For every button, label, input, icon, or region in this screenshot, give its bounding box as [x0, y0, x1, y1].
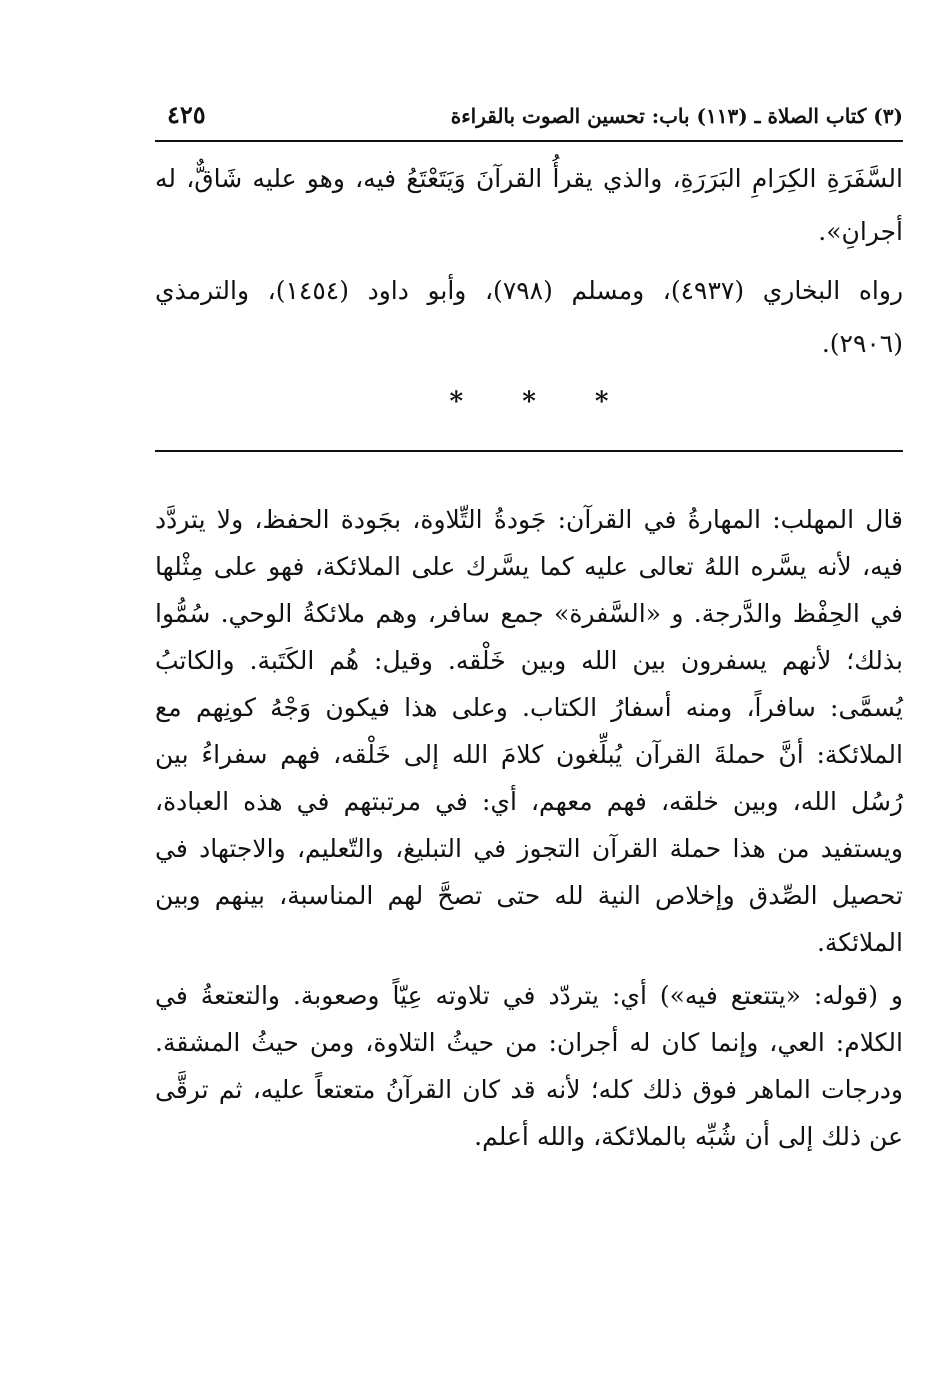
- commentary-paragraph: قال المهلب: المهارةُ في القرآن: جَودةُ التِّلاوة، بجَودة الحفظ، ولا يتردَّد فيه، لأنه يسَّره اللهُ تعالى عليه كما يسَّرك على الملائكة، فهو على مِثْلها في الحِفْظ والدَّرجة. و «السَّفرة» جمع سافر، وهم ملائكةُ الوحي. سُمُّوا بذلك؛ لأنهم يسفرون بين الله وبين خَلْقه. وقيل: هُم الكَتَبة. والكاتبُ يُسمَّى: سافراً، ومنه أسفارُ الكتاب. وعلى هذا فيكون وَجْهُ كونِهم مع الملائكة: أنَّ حملةَ القرآن يُبلِّغون كلامَ الله إلى خَلْقه، فهم سفراءُ بين رُسُل الله، وبين خلقه، فهم معهم، أي: في مرتبتهم في هذه العبادة، ويستفيد من هذا حملة القرآن التجوز في التبليغ، والتّعليم، والاجتهاد في تحصيل الصِّدق وإخلاص النية لله حتى تصحَّ لهم المناسبة، بينهم وبين الملائكة.: [155, 505, 903, 957]
- takhrij-paragraph: رواه البخاري (٤٩٣٧)، ومسلم (٧٩٨)، وأبو داود (١٤٥٤)، والترمذي (٢٩٠٦).: [155, 276, 904, 358]
- section-separator-asterisks: * * *: [449, 387, 609, 417]
- footnote-divider-rule: [155, 450, 903, 452]
- running-title: (٣) كتاب الصلاة ـ (١١٣) باب: تحسين الصوت بالقراءة: [450, 104, 903, 128]
- running-header: [155, 100, 903, 142]
- page-number: ٤٢٥: [167, 100, 206, 129]
- hadith-text-continuation: السَّفَرَةِ الكِرَامِ البَرَرَةِ، والذي يقرأُ القرآنَ وَيَتَعْتَعُ فيه، وهو عليه شَاقٌّ، له أجرانِ».: [155, 164, 903, 246]
- book-page: [155, 100, 903, 1160]
- commentary-paragraph: و (قوله: «يتتعتع فيه») أي: يتردّد في تلاوته عِيّاً وصعوبة. والتعتعةُ في الكلام: العي، وإنما كان له أجران: من حيثُ التلاوة، ومن حيثُ المشقة. ودرجات الماهر فوق ذلك كله؛ لأنه قد كان القرآنُ متعتعاً عليه، ثم ترقَّى عن ذلك إلى أن شُبِّه بالملائكة، والله أعلم.: [155, 981, 903, 1151]
